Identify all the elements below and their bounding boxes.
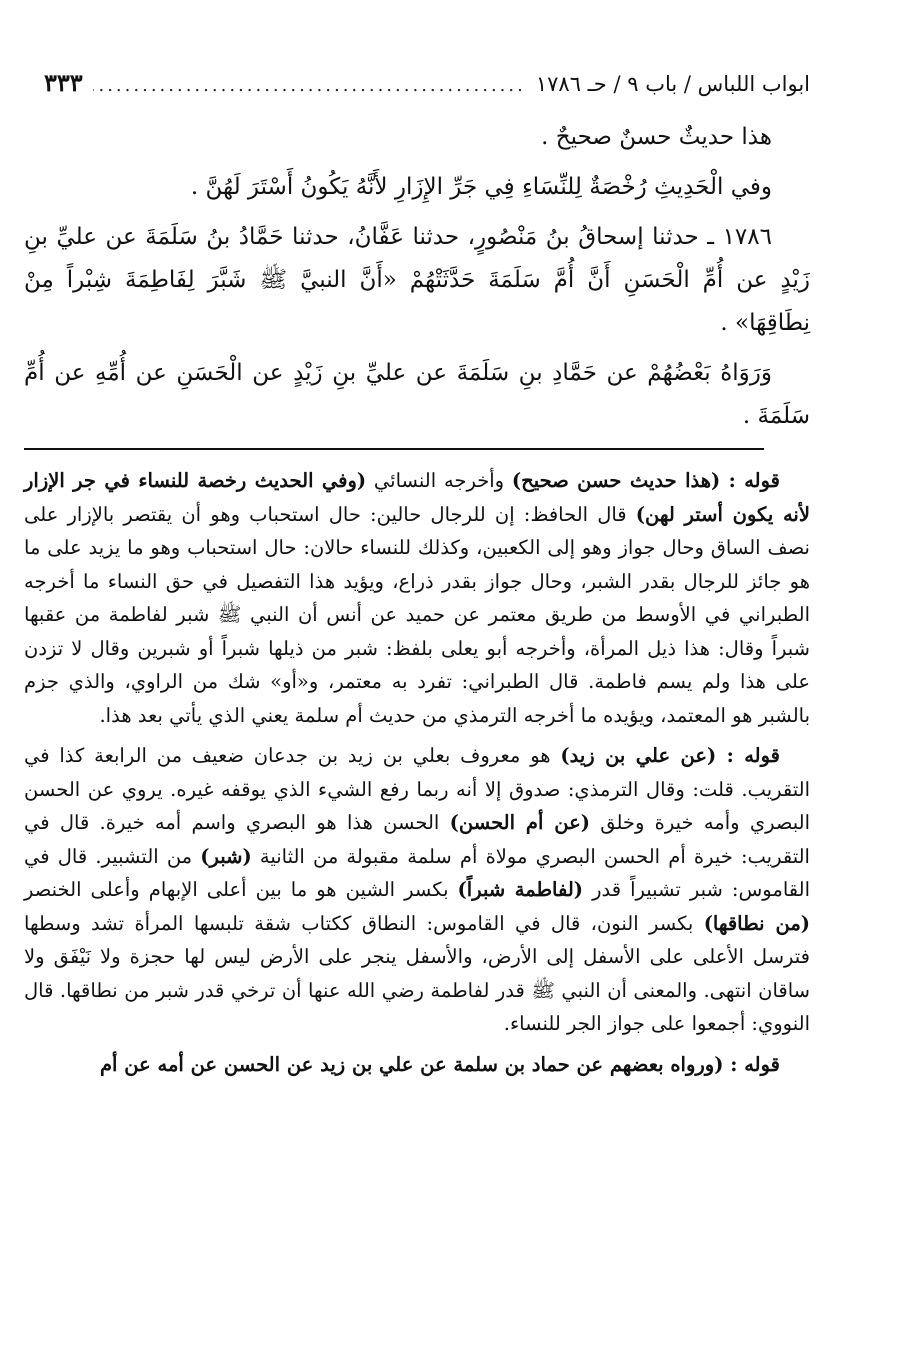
- book-page: [24, 68, 810, 1088]
- commentary-text: الحسن هذا هو البصري واسم أمه خيرة. قال في التقريب: خيرة أم الحسن البصري مولاة أم سلمة مقبولة من الثانية: [24, 811, 810, 868]
- matn-line-rukhsa: وفي الْحَدِيثِ رُخْصَةٌ لِلنِّسَاءِ فِي جَرِّ الإِزَارِ لأَنَّهُ يَكُونُ أَسْتَرَ لَهُنَّ .: [190, 174, 772, 200]
- commentary-text: وأخرجه النسائي: [366, 469, 512, 492]
- running-header: [24, 68, 810, 116]
- quoted-phrase: (لفاطمة شبراً): [457, 878, 584, 901]
- commentary: [24, 464, 810, 1081]
- quoted-phrase: قوله : (هذا حديث حسن صحيح): [511, 469, 780, 492]
- commentary-text: هو معروف بعلي بن زيد بن جدعان ضعيف من الرابعة كذا في التقريب. قلت: وقال الترمذي: صدوق إلا أنه ربما رفع الشيء الذي يوقفه غيره. يروي عن الحسن البصري وأمه خيرة وخلق: [24, 744, 811, 834]
- quoted-phrase: (من نطاقها): [703, 911, 810, 935]
- chapter-title: ابواب اللباس / باب ٩ / حـ ١٧٨٦: [535, 72, 810, 96]
- commentary-paragraph-3: [24, 1048, 810, 1082]
- commentary-text: بكسر الشين هو ما بين أعلى الإبهام وأعلى الخنصر: [24, 878, 458, 901]
- page-number: ٣٣٣: [44, 68, 83, 97]
- commentary-paragraph-2: [24, 739, 810, 1041]
- dot-leader: [93, 75, 526, 96]
- quoted-phrase: (وفي الحديث رخصة للنساء في جر الإزار لأنه يكون أستر لهن): [24, 469, 810, 526]
- commentary-text: قال الحافظ: إن للرجال حالين: حال استحباب وهو أن يقتصر بالإزار على نصف الساق وحال جواز وهو إلى الكعبين، وكذلك للنساء حالان: حال استحباب وهو ما يزيد على ما هو جائز للرجال بقدر الشبر، وحال جواز بقدر ذراع، ويؤيد هذا التفصيل في حق النساء ما أخرجه الطبراني في الأوسط من طريق معتمر عن حميد عن أنس أن النبي ﷺ شبر لفاطمة من عقبها شبراً وقال: هذا ذيل المرأة، وأخرجه أبو يعلى بلفظ: شبر من ذيلها شبراً أو شبرين وقال لا تزدن على هذا ولم يسم فاطمة. قال الطبراني: تفرد به معتمر، و«أو» شك من الراوي، والذي جزم بالشبر هو المعتمد، ويؤيده ما أخرجه الترمذي من حديث أم سلمة يعني الذي يأتي بعد هذا.: [24, 502, 810, 727]
- quoted-phrase: (عن أم الحسن): [449, 811, 590, 834]
- quoted-phrase: قوله : (عن علي بن زيد): [560, 744, 781, 767]
- separator-rule: [24, 448, 764, 450]
- hadith-1786: ١٧٨٦ ـ حدثنا إسحاقُ بنُ مَنْصُورٍ، حدثنا عَفَّانُ، حدثنا حَمَّادُ بنُ سَلَمَةَ عن عليِّ بنِ زَيْدٍ عن أُمِّ الْحَسَنِ أَنَّ أُمَّ سَلَمَةَ حَدَّثَتْهُمْ «أَنَّ النبيَّ ﷺ شَبَّرَ لِفَاطِمَةَ شِبْراً مِنْ نِطَاقِهَا» .: [24, 224, 810, 336]
- matn-line-grading: هذا حديثٌ حسنٌ صحيحٌ .: [541, 124, 772, 150]
- hadith-text: [24, 116, 810, 438]
- commentary-text: بكسر النون، قال في القاموس: النطاق ككتاب شقة تلبسها المرأة تشد وسطها فترسل الأعلى على الأسفل إلى الأرض، والأسفل ينجر على الأرض ليس لها حجزة ولا نَيْفَق ولا ساقان انتهى. والمعنى أن النبي ﷺ قدر لفاطمة رضي الله عنها أن ترخي قدر شبر من نطاقها. قال النووي: أجمعوا على جواز الجر للنساء.: [24, 911, 810, 1035]
- quoted-phrase: (شبر): [200, 844, 252, 868]
- commentary-paragraph-1: [24, 464, 810, 732]
- commentary-text: من التشبير. قال في القاموس: شبر تشبيراً قدر: [24, 844, 810, 901]
- matn-riwaya: وَرَوَاهُ بَعْضُهُمْ عن حَمَّادِ بنِ سَلَمَةَ عن عليِّ بنِ زَيْدٍ عن الْحَسَنِ عن أُمِّهِ عن أُمِّ سَلَمَةَ .: [24, 360, 810, 429]
- quoted-phrase: قوله : (ورواه بعضهم عن حماد بن سلمة عن علي بن زيد عن الحسن عن أمه عن أم: [99, 1052, 780, 1076]
